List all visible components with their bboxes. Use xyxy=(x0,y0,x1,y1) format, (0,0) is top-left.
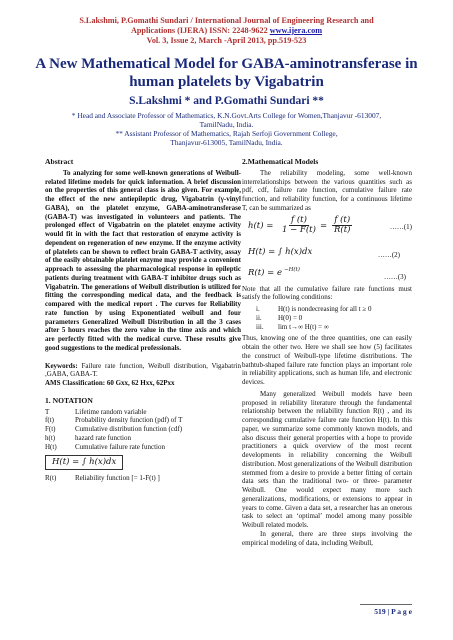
keywords-label: Keywords: xyxy=(45,361,78,370)
notation-symbol: T xyxy=(45,407,50,416)
affiliation-line1: * Head and Associate Professor of Mathematics, K.N.Govt.Arts College for Women,Thanjavur -613007, xyxy=(71,111,382,120)
paper-title-line2: human platelets by Vigabatrin xyxy=(129,74,324,90)
eq1-lhs: h(t) = xyxy=(248,220,274,231)
models-paragraph-4: Many generalized Weibull models have been proposed in reliability literature through the fundamental relationship between the reliability function R(t) , and its corresponding cumulative failure rate function H(t). In this paper, we summarize some commonly known models, and also discuss their general properties with a hope to provide practitioners a quick overview of the most recent developments in reliability concerning the Weibull distribution. Most generalizations of the Weibull distribution stemmed from a desire to provide a better fitting of certain data sets than the traditional two- or three- parameter Weibull. One would expect many more such generalizations, modifications, or extensions to appear in years to come. Given a data set, a researcher has an onerous task to select an ‘optimal’ model among many possible Weibull related models. xyxy=(242,389,412,529)
keywords xyxy=(45,362,241,388)
journal-link[interactable]: www.ijera.com xyxy=(269,26,323,35)
condition-text: H(t) is nondecreasing for all t ≥ 0 xyxy=(278,305,372,313)
notation-list xyxy=(45,408,241,452)
notation-definition: Cumulative distribution function (cdf) xyxy=(75,425,183,433)
affiliation-line3: ** Assistant Professor of Mathematics, Rajah Serfoji Government College, xyxy=(115,129,338,138)
notation-section xyxy=(45,397,241,483)
affiliation-line4: Thanjavur-613005, TamilNadu, India. xyxy=(170,138,283,147)
page-footer: 519 | P a g e xyxy=(374,607,412,616)
models-paragraph-2: Note that all the cumulative failure rate functions must satisfy the following conditions: xyxy=(242,284,412,302)
eq1-denominator-1: 1 − F(t) xyxy=(282,224,316,235)
notation-boxed-formula xyxy=(45,455,123,470)
equation-3 xyxy=(242,266,412,282)
notation-symbol: h(t) xyxy=(45,433,56,442)
eq2-number: ……(2) xyxy=(377,250,400,259)
notation-row xyxy=(45,425,241,434)
equation-1 xyxy=(242,216,412,238)
footer-rule xyxy=(360,604,412,605)
paper-title xyxy=(20,55,433,91)
models-paragraph-3: Thus, knowing one of the three quantities, one can easily obtain the other two. Here we shall see how (5) facilitates the construct of Weibull-type lifetime distributions. The bathtub-shaped failure rate function plays an important role in reliability applications, such as human life, and electronic devices. xyxy=(242,334,412,386)
equation-2 xyxy=(242,242,412,264)
condition-text: H(0) = 0 xyxy=(278,313,303,322)
conditions-list xyxy=(256,305,412,331)
keywords-text: Failure rate function, Weibull distribution, Vigabatrin ,GABA, GABA-T. xyxy=(45,361,241,379)
notation-symbol: f(t) xyxy=(45,416,54,425)
notation-heading: 1. NOTATION xyxy=(45,395,93,405)
notation-definition: Probability density function (pdf) of T xyxy=(75,416,183,425)
eq2-text: H(t) = ∫ h(x)dx xyxy=(248,246,313,257)
paper-title-line1: A New Mathematical Model for GABA-aminotransferase in xyxy=(35,56,418,72)
eq3-lhs: R(t) = e xyxy=(248,267,283,278)
boxed-formula-text: H(t) = ∫ h(x)dx xyxy=(52,457,117,468)
notation-definition: Cumulative failure rate function xyxy=(75,442,165,451)
notation-definition: Reliability function [= 1-F(t) ] xyxy=(75,474,160,482)
eq3-exponent: −H(t) xyxy=(284,266,300,273)
ams-label: AMS Classification: xyxy=(45,379,106,387)
notation-symbol: H(t) xyxy=(45,442,57,451)
eq1-numerator-2: f (t) xyxy=(334,214,351,225)
notation-symbol: F(t) xyxy=(45,425,56,433)
eq1-number: ……(1) xyxy=(389,222,412,231)
affiliation-line2: TamilNadu, India. xyxy=(199,120,254,129)
eq1-numerator-1: f (t) xyxy=(290,214,307,225)
notation-row xyxy=(45,408,241,417)
condition-item xyxy=(256,305,412,314)
journal-header-line1: S.Lakshmi, P.Gomathi Sundari / International Journal of Engineering Research and xyxy=(79,16,374,25)
notation-row-reliability xyxy=(45,474,241,483)
notation-definition: hazard rate function xyxy=(75,433,131,442)
models-heading: 2.Mathematical Models xyxy=(242,157,319,166)
condition-text: lim t→∞ H(t) = ∞ xyxy=(278,322,329,331)
issn-text: Applications (IJERA) ISSN: 2248-9622 xyxy=(130,26,270,35)
journal-header-line2 xyxy=(20,26,433,36)
eq1-equals: = xyxy=(320,220,328,231)
abstract-heading: Abstract xyxy=(45,157,74,166)
abstract-body: To analyzing for some well-known generations of Weibull-related lifetime models for quick information. A brief discussion on the properties of this general class is also given. For example, the effect of the new antiepileptic drug, Vigabatrin (γ-vinyl GABA), on the platelet enzyme, GABA-aminotransferase (GABA-T) was investigated in volunteers and patients. The prolonged effect of Vigabatrin on the platelet enzyme activity would fit in with the fact that restoration of enzyme activity is dependent on regeneration of new enzyme. If the enzyme activity of platelets can be shown to reflect brain GABA-T activity, assay of the easily obtainable platelet enzyme may provide a convenient approach to assessing the pharmacological response in epileptic patients during treatment with GABA-T inhibitor drugs such as Vigabatrin. The generations of Weibull distribution is utilized for fitting the corresponding medical data, and the feedback is compared with the medical report . The curves for Reliability rate function by using Exponentiated weibull and four parameters Generalized Weibull Distribution in all the 3 cases after 5 hours reaches the zero value in the time axis and which are perfectly fitted with the medical curve. These results give good suggestions to the medical professionals. xyxy=(45,168,241,352)
notation-symbol: R(t) xyxy=(45,474,57,482)
left-column xyxy=(45,158,241,483)
condition-item xyxy=(256,314,412,323)
paper-authors: S.Lakshmi * and P.Gomathi Sundari ** xyxy=(129,95,324,107)
notation-row xyxy=(45,416,241,425)
ams-text: 60 Gxx, 62 Hxx, 62Pxx xyxy=(105,379,175,387)
eq3-number: ……(3) xyxy=(383,272,406,281)
condition-numeral: iii. xyxy=(256,322,264,331)
models-paragraph-1: The reliability modeling, some well-known interrelationships between the various quantities such as pdf, cdf, failure rate function, cumulative failure rate function, and reliability function, for a continuous lifetime T, can be summarized as xyxy=(242,168,412,212)
condition-numeral: ii. xyxy=(256,313,262,322)
journal-header-line3: Vol. 3, Issue 2, March -April 2013, pp.519-523 xyxy=(146,36,307,45)
eq1-fraction-2 xyxy=(332,216,352,235)
eq1-denominator-2: R(t) xyxy=(334,224,351,235)
notation-row xyxy=(45,443,241,452)
notation-definition: Lifetime random variable xyxy=(75,407,147,416)
condition-item xyxy=(256,323,412,332)
eq1-fraction-1 xyxy=(280,216,318,235)
right-column xyxy=(242,158,412,547)
notation-row xyxy=(45,434,241,443)
condition-numeral: i. xyxy=(256,305,260,313)
models-paragraph-5: In general, there are three steps involving the empirical modeling of data, including Weibull, xyxy=(242,529,412,547)
